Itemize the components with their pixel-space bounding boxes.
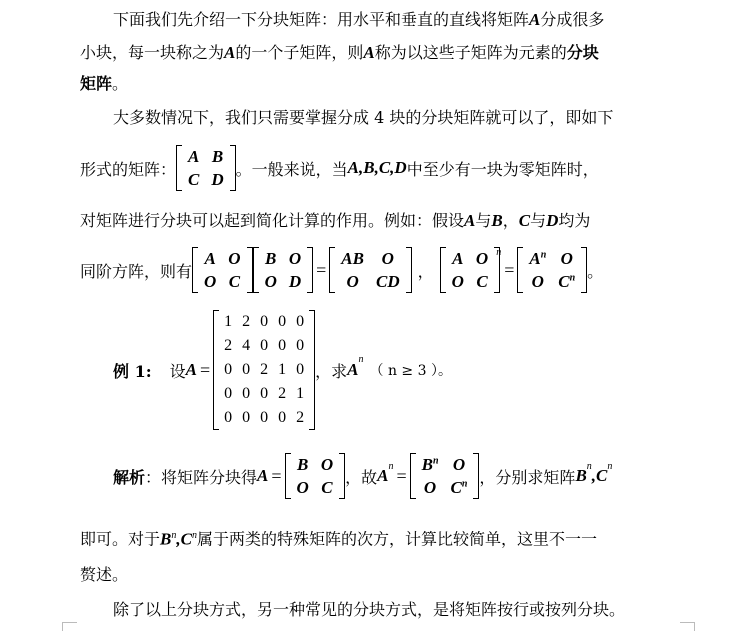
p2-text-a: 大多数情况下，我们只需要掌握分成 4 块的分块矩阵就可以了，即如下 <box>113 108 614 127</box>
separator: ， <box>417 261 434 281</box>
symbol-C: C <box>518 211 531 230</box>
cell: 2 <box>296 409 305 426</box>
exponent-n: n <box>607 461 613 472</box>
exponent-n: n <box>496 247 502 258</box>
cell: 4 <box>242 337 251 354</box>
exponent-n: n <box>540 248 547 260</box>
p3-end: 。 <box>587 261 604 281</box>
p5-line1 <box>113 598 625 622</box>
symbol-A: A <box>185 360 197 379</box>
cell: 0 <box>260 409 269 426</box>
cell: 0 <box>260 385 269 402</box>
symbol-C: C <box>180 529 192 549</box>
equals-sign: = <box>316 259 327 280</box>
cell: 0 <box>296 313 305 330</box>
p3-line1 <box>80 209 590 233</box>
page-corner-mark-left <box>62 622 77 631</box>
equals-sign: = <box>199 359 211 380</box>
matrix-product <box>329 247 411 293</box>
text-are: 均为 <box>558 211 591 230</box>
matrix-symbol-A: A <box>224 43 236 62</box>
cell: C <box>188 169 200 189</box>
cell: 0 <box>224 385 233 402</box>
p4-line1 <box>80 524 597 551</box>
matrix-BnOOCn <box>410 453 480 499</box>
cell: 0 <box>260 313 269 330</box>
matrix-symbol-A: A <box>363 43 375 62</box>
p2-text-c: 。一般来说，当 <box>235 159 348 179</box>
cell: B <box>211 146 224 166</box>
cell: 0 <box>260 337 269 354</box>
p1-text-e: 称为以这些子矩阵为元素的 <box>374 43 567 62</box>
symbol-A: A <box>347 360 359 379</box>
p1-line3 <box>80 72 128 96</box>
cell: C <box>476 271 488 291</box>
solution-text-b: ，故 <box>345 467 378 487</box>
exponent-n: n <box>171 530 177 541</box>
cell <box>416 453 445 476</box>
cell: 0 <box>296 337 305 354</box>
equals-sign: = <box>504 259 515 280</box>
cell: D <box>211 169 224 189</box>
p2-line1 <box>113 106 613 130</box>
p1-text-d: 的一个子矩阵，则 <box>235 43 364 62</box>
cell: D <box>288 271 302 291</box>
symbol-A: A <box>257 466 269 485</box>
cell: A <box>452 248 464 268</box>
exponent-n: n <box>358 354 364 365</box>
p1-end: 。 <box>112 74 129 93</box>
cell: AB <box>341 248 364 268</box>
cell: 0 <box>224 409 233 426</box>
solution-label: 解析 <box>113 467 146 487</box>
cell: O <box>560 248 573 268</box>
symbol-B: B <box>160 529 172 549</box>
p1-text-b: 分成很多 <box>540 10 605 29</box>
cell: A <box>188 146 200 166</box>
p2-line2 <box>80 145 599 191</box>
matrix-5x5 <box>213 310 315 430</box>
text-and: 与 <box>530 211 547 230</box>
cell: O <box>264 271 277 291</box>
cell: C <box>228 271 241 291</box>
p4-line2 <box>80 563 128 587</box>
p4-text-b: 属于两类的特殊矩阵的次方，计算比较简单，这里不一一 <box>196 529 597 549</box>
equals-sign: = <box>396 465 407 486</box>
block-matrix-abcd <box>176 145 236 191</box>
term-block-matrix-1: 分块 <box>566 43 599 62</box>
example-label: 例 1: <box>113 361 152 381</box>
block-list: A,B,C,D <box>347 158 407 177</box>
cell: O <box>288 248 302 268</box>
text-and: 与 <box>475 211 492 230</box>
solution-text-a: ：将矩阵分块得 <box>145 467 258 487</box>
comma: , <box>591 466 597 485</box>
cell: O <box>320 454 334 474</box>
cell: 0 <box>296 361 305 378</box>
exponent-n: n <box>586 461 592 472</box>
equals-sign: = <box>271 465 282 486</box>
matrix-BOOC <box>285 453 346 499</box>
p5-text-a: 除了以上分块方式，另一种常见的分块方式，是将矩阵按行或按列分块。 <box>113 600 626 619</box>
text-let: 设 <box>169 361 186 381</box>
matrix-BOOD <box>253 247 314 293</box>
cell: B <box>265 248 277 268</box>
cell: 0 <box>278 337 287 354</box>
cell: O <box>451 271 464 291</box>
cell: O <box>346 271 359 291</box>
symbol-C: C <box>596 466 608 485</box>
cell: O <box>475 248 489 268</box>
matrix-power-result <box>517 247 587 293</box>
cell: O <box>228 248 241 268</box>
solution-text-c: ，分别求矩阵 <box>479 467 576 487</box>
p2-text-d: 中至少有一块为零矩阵时， <box>406 159 599 179</box>
cell <box>523 247 552 270</box>
comma: ， <box>502 211 519 230</box>
p1-text-c: 小块，每一块称之为 <box>80 43 225 62</box>
p1-text-a: 下面我们先介绍一下分块矩阵：用水平和垂直的直线将矩阵 <box>113 10 530 29</box>
p4-text-c: 赘述。 <box>80 565 129 584</box>
text-find: ，求 <box>315 361 348 381</box>
cell: O <box>452 454 466 474</box>
p3-text-a: 对矩阵进行分块可以起到简化计算的作用。例如：假设 <box>80 211 465 230</box>
cell: C <box>321 477 333 497</box>
cell: O <box>204 271 217 291</box>
cell: O <box>423 477 437 497</box>
cell-base: A <box>529 248 541 268</box>
cell: 2 <box>278 385 287 402</box>
exponent-n: n <box>461 477 468 489</box>
cell: 1 <box>278 361 287 378</box>
cell <box>552 270 581 293</box>
exponent-n: n <box>388 461 394 472</box>
p2-text-b: 形式的矩阵： <box>80 159 177 179</box>
cell: 2 <box>224 337 233 354</box>
condition: （ n ≥ 3 ）。 <box>369 363 452 379</box>
cell: A <box>204 248 216 268</box>
cell: 0 <box>278 313 287 330</box>
cell: 2 <box>242 313 251 330</box>
solution <box>113 453 612 499</box>
p4-text-a: 即可。对于 <box>80 529 161 549</box>
p3-line2 <box>80 247 603 293</box>
p3-text-b: 同阶方阵，则有 <box>80 261 193 281</box>
symbol-A: A <box>464 211 476 230</box>
symbol-D: D <box>546 211 559 230</box>
symbol-A: A <box>377 466 389 485</box>
cell: 2 <box>260 361 269 378</box>
cell: 0 <box>242 385 251 402</box>
p1-line1 <box>113 8 604 32</box>
cell: 0 <box>242 409 251 426</box>
cell: O <box>381 248 394 268</box>
comma: , <box>176 529 181 549</box>
cell: 0 <box>242 361 251 378</box>
cell: B <box>297 454 309 474</box>
cell-base: C <box>450 477 462 497</box>
symbol-B: B <box>575 466 587 485</box>
symbol-B: B <box>491 211 503 230</box>
cell: 1 <box>224 313 233 330</box>
cell: CD <box>375 271 400 291</box>
cell: 1 <box>296 385 305 402</box>
p1-line2 <box>80 41 599 65</box>
cell: O <box>531 271 544 291</box>
matrix-AOOC-power <box>440 247 501 293</box>
cell: 0 <box>278 409 287 426</box>
exponent-n: n <box>432 454 439 466</box>
matrix-symbol-A: A <box>529 10 541 29</box>
exponent-n: n <box>191 530 197 541</box>
exponent-n: n <box>569 271 576 283</box>
matrix-AOOC <box>192 247 253 293</box>
cell: O <box>296 477 309 497</box>
cell <box>445 476 474 499</box>
example-1 <box>113 310 452 430</box>
cell: 0 <box>224 361 233 378</box>
term-block-matrix-2: 矩阵 <box>80 74 113 93</box>
cell-base: B <box>421 454 433 474</box>
page-corner-mark-right <box>680 622 695 631</box>
cell-base: C <box>558 271 570 291</box>
